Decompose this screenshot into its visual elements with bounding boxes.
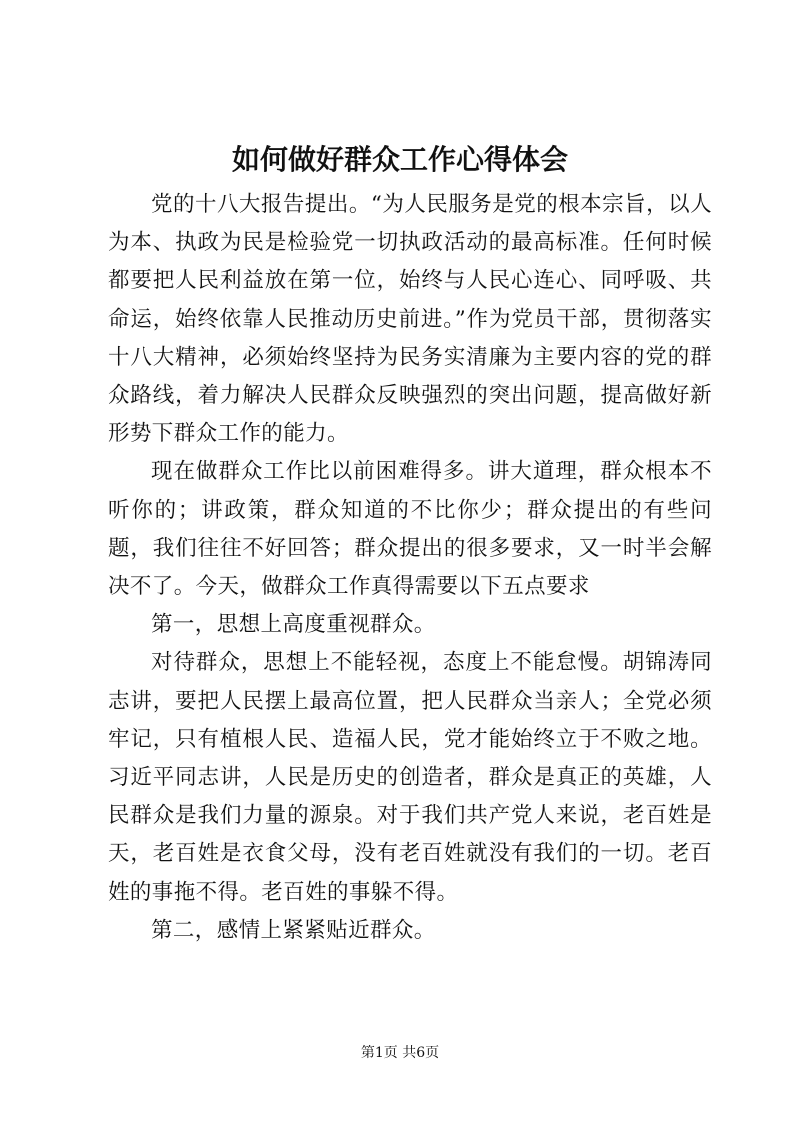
paragraph: 现在做群众工作比以前困难得多。讲大道理，群众根本不听你的；讲政策，群众知道的不比你少；群众提出的有些问题，我们往往不好回答；群众提出的很多要求，又一时半会解决不了。今天，做群众工作真得需要以下五点要求 — [108, 459, 712, 600]
page-number-footer: 第1页 共6页 — [360, 1045, 440, 1061]
document-title: 如何做好群众工作心得体会 — [231, 143, 568, 176]
paragraph-heading: 第一，思想上高度重视群众。 — [151, 612, 436, 638]
document-body — [108, 186, 712, 950]
paragraph-heading: 第二，感情上紧紧贴近群众。 — [151, 917, 436, 943]
paragraph: 党的十八大报告提出。“为人民服务是党的根本宗旨，以人为本、执政为民是检验党一切执政活动的最高标准。任何时候都要把人民利益放在第一位，始终与人民心连心、同呼吸、共命运，始终依靠人民推动历史前进。”作为党员干部，贯彻落实十八大精神，必须始终坚持为民务实清廉为主要内容的党的群众路线，着力解决人民群众反映强烈的突出问题，提高做好新形势下群众工作的能力。 — [108, 192, 712, 447]
paragraph: 对待群众，思想上不能轻视，态度上不能怠慢。胡锦涛同志讲，要把人民摆上最高位置，把人民群众当亲人；全党必须牢记，只有植根人民、造福人民，党才能始终立于不败之地。习近平同志讲，人民是历史的创造者，群众是真正的英雄，人民群众是我们力量的源泉。对于我们共产党人来说，老百姓是天，老百姓是衣食父母，没有老百姓就没有我们的一切。老百姓的事拖不得。老百姓的事躲不得。 — [108, 650, 712, 905]
